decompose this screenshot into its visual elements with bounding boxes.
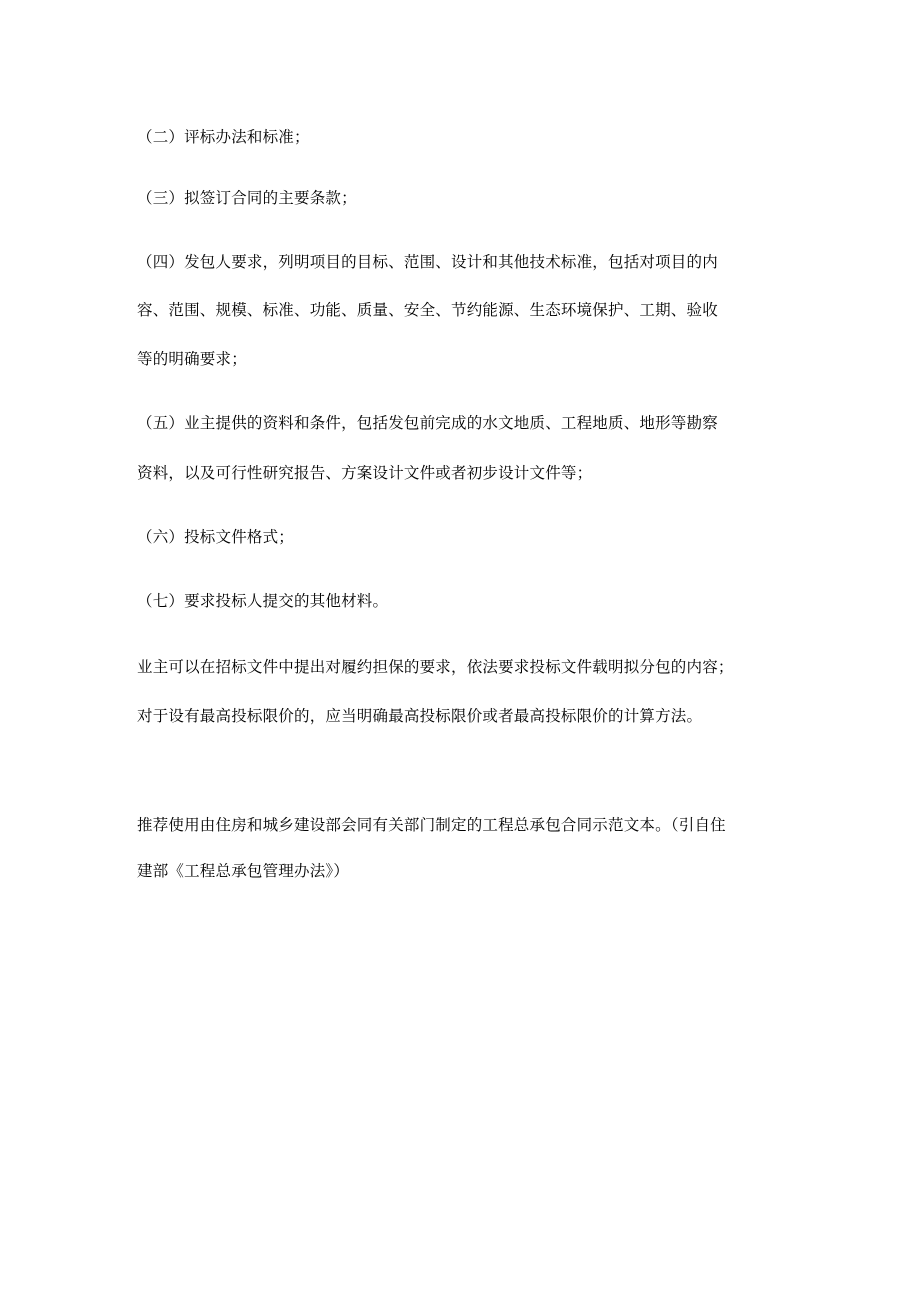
- list-item-5-materials-line2: 资料，以及可行性研究报告、方案设计文件或者初步设计文件等；: [137, 464, 593, 482]
- list-item-4-requirements-line3: 等的明确要求；: [137, 350, 247, 368]
- paragraph-recommendation-line1: 推荐使用由住房和城乡建设部会同有关部门制定的工程总承包合同示范文本。（引自住: [137, 816, 726, 834]
- list-item-4-requirements-line2: 容、范围、规模、标准、功能、质量、安全、节约能源、生态环境保护、工期、验收: [137, 301, 718, 319]
- paragraph-recommendation-line2: 建部《工程总承包管理办法》）: [137, 862, 350, 880]
- list-item-6-bid-format: （六）投标文件格式；: [137, 528, 295, 546]
- list-item-5-materials-line1: （五）业主提供的资料和条件，包括发包前完成的水文地质、工程地质、地形等勘察: [137, 414, 718, 432]
- paragraph-guarantee-line2: 对于设有最高投标限价的，应当明确最高投标限价或者最高投标限价的计算方法。: [137, 707, 703, 725]
- list-item-4-requirements-line1: （四）发包人要求，列明项目的目标、范围、设计和其他技术标准，包括对项目的内: [137, 253, 718, 271]
- list-item-7-other-materials: （七）要求投标人提交的其他材料。: [137, 592, 389, 610]
- list-item-2-evaluation: （二）评标办法和标准；: [137, 128, 310, 146]
- paragraph-guarantee-line1: 业主可以在招标文件中提出对履约担保的要求，依法要求投标文件载明拟分包的内容；: [137, 658, 734, 676]
- list-item-3-contract-terms: （三）拟签订合同的主要条款；: [137, 189, 357, 207]
